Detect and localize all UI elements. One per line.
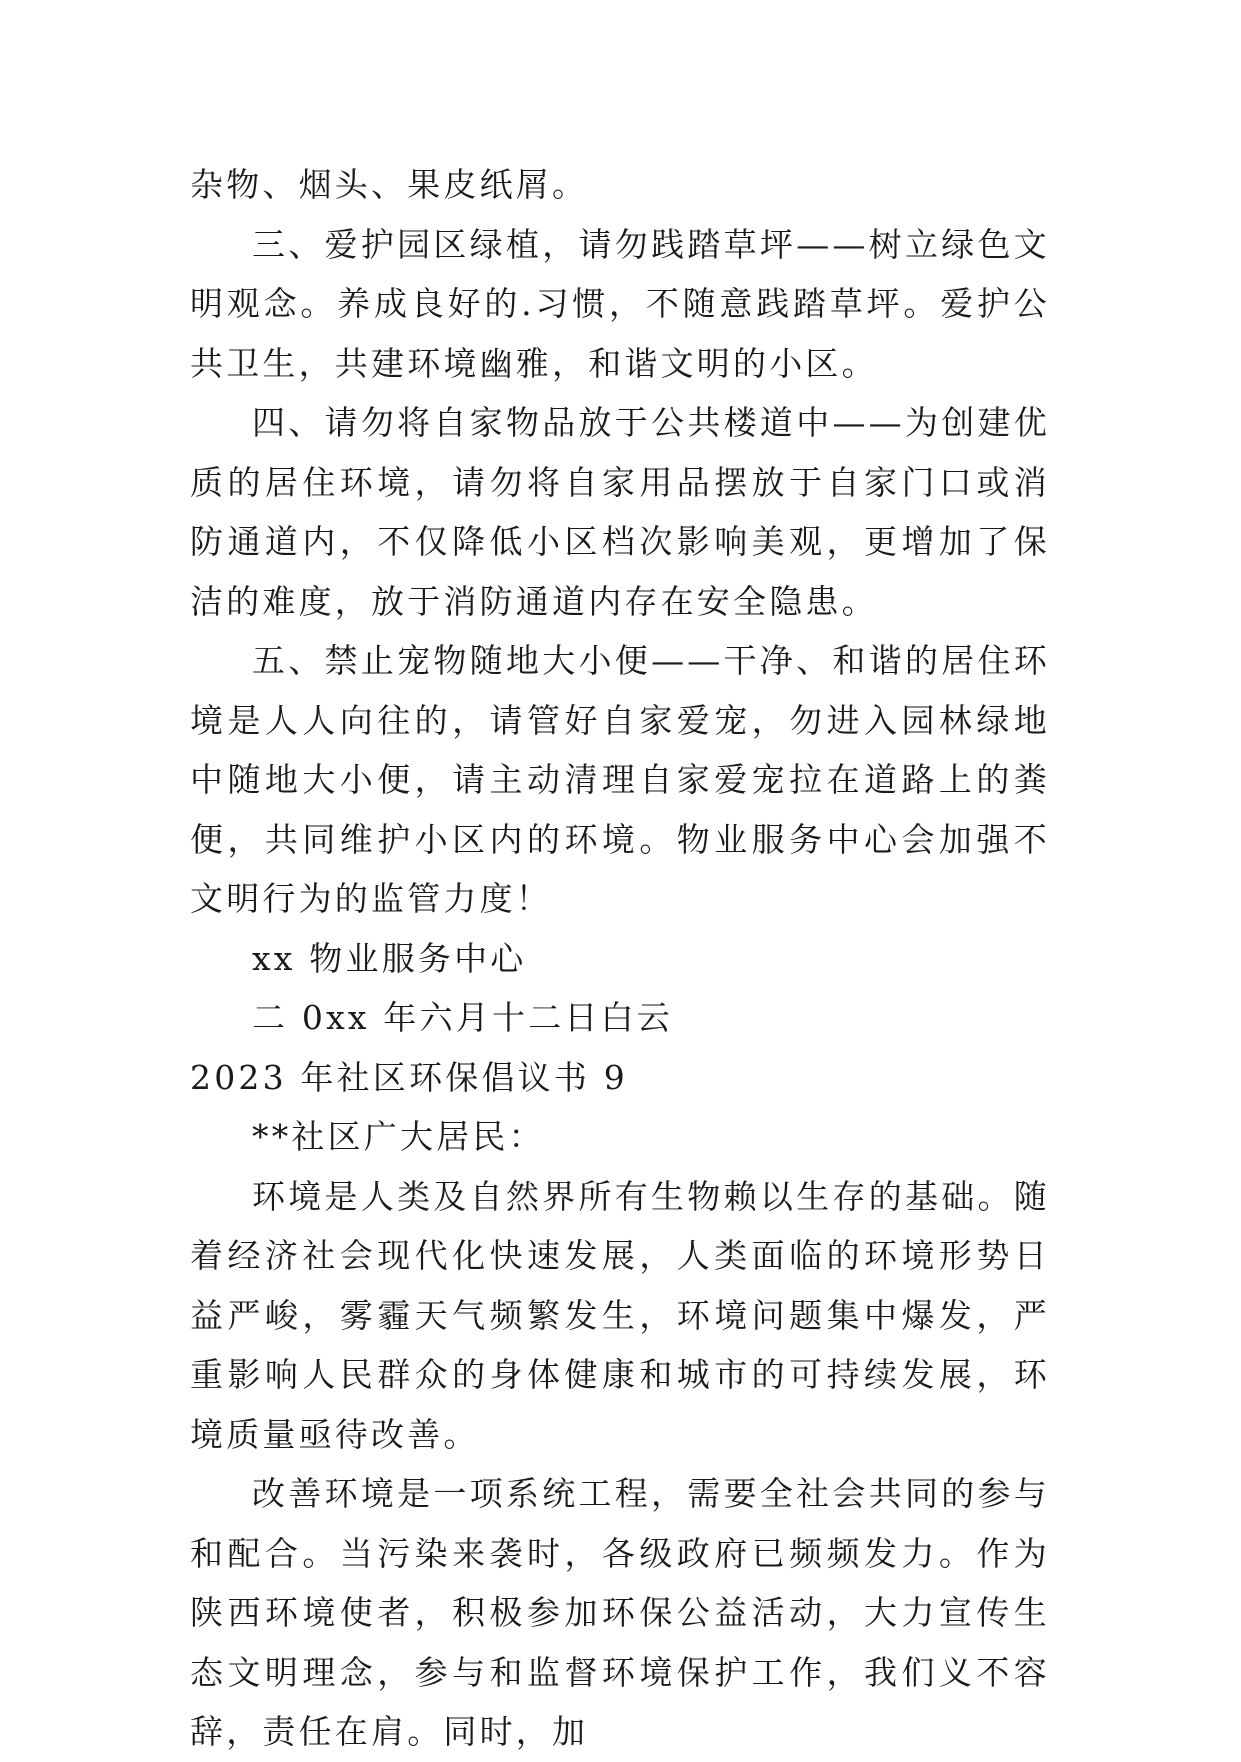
section-title: 2023 年社区环保倡议书 9	[190, 1057, 628, 1097]
paragraph-item-4: 四、请勿将自家物品放于公共楼道中——为创建优质的居住环境，请勿将自家用品摆放于自家门口或消防通道内，不仅降低小区档次影响美观，更增加了保洁的难度，放于消防通道内存在安全隐患。	[190, 403, 1050, 621]
paragraph-continuation: 杂物、烟头、果皮纸屑。	[190, 165, 589, 204]
signature-organization: xx 物业服务中心	[252, 938, 527, 978]
paragraph-environment-improvement: 改善环境是一项系统工程，需要全社会共同的参与和配合。当污染来袭时，各级政府已频频发力。作为陕西环境使者，积极参加环保公益活动，大力宣传生态文明理念，参与和监督环境保护工作，我们义不容辞，责任在肩。同时，加	[190, 1474, 1050, 1751]
document-body	[190, 155, 1050, 1762]
paragraph-environment-intro: 环境是人类及自然界所有生物赖以生存的基础。随着经济社会现代化快速发展，人类面临的环境形势日益严峻，雾霾天气频繁发生，环境问题集中爆发，严重影响人民群众的身体健康和城市的可持续发展，环境质量亟待改善。	[190, 1176, 1050, 1454]
salutation: **社区广大居民：	[252, 1117, 545, 1156]
paragraph-item-3: 三、爱护园区绿植，请勿践踏草坪——树立绿色文明观念。养成良好的.习惯，不随意践踏草坪。爱护公共卫生，共建环境幽雅，和谐文明的小区。	[190, 224, 1050, 383]
signature-date: 二 0xx 年六月十二日白云	[252, 998, 673, 1037]
paragraph-item-5: 五、禁止宠物随地大小便——干净、和谐的居住环境是人人向往的，请管好自家爱宠，勿进入园林绿地中随地大小便，请主动清理自家爱宠拉在道路上的粪便，共同维护小区内的环境。物业服务中心会加强不文明行为的监管力度！	[190, 641, 1050, 918]
